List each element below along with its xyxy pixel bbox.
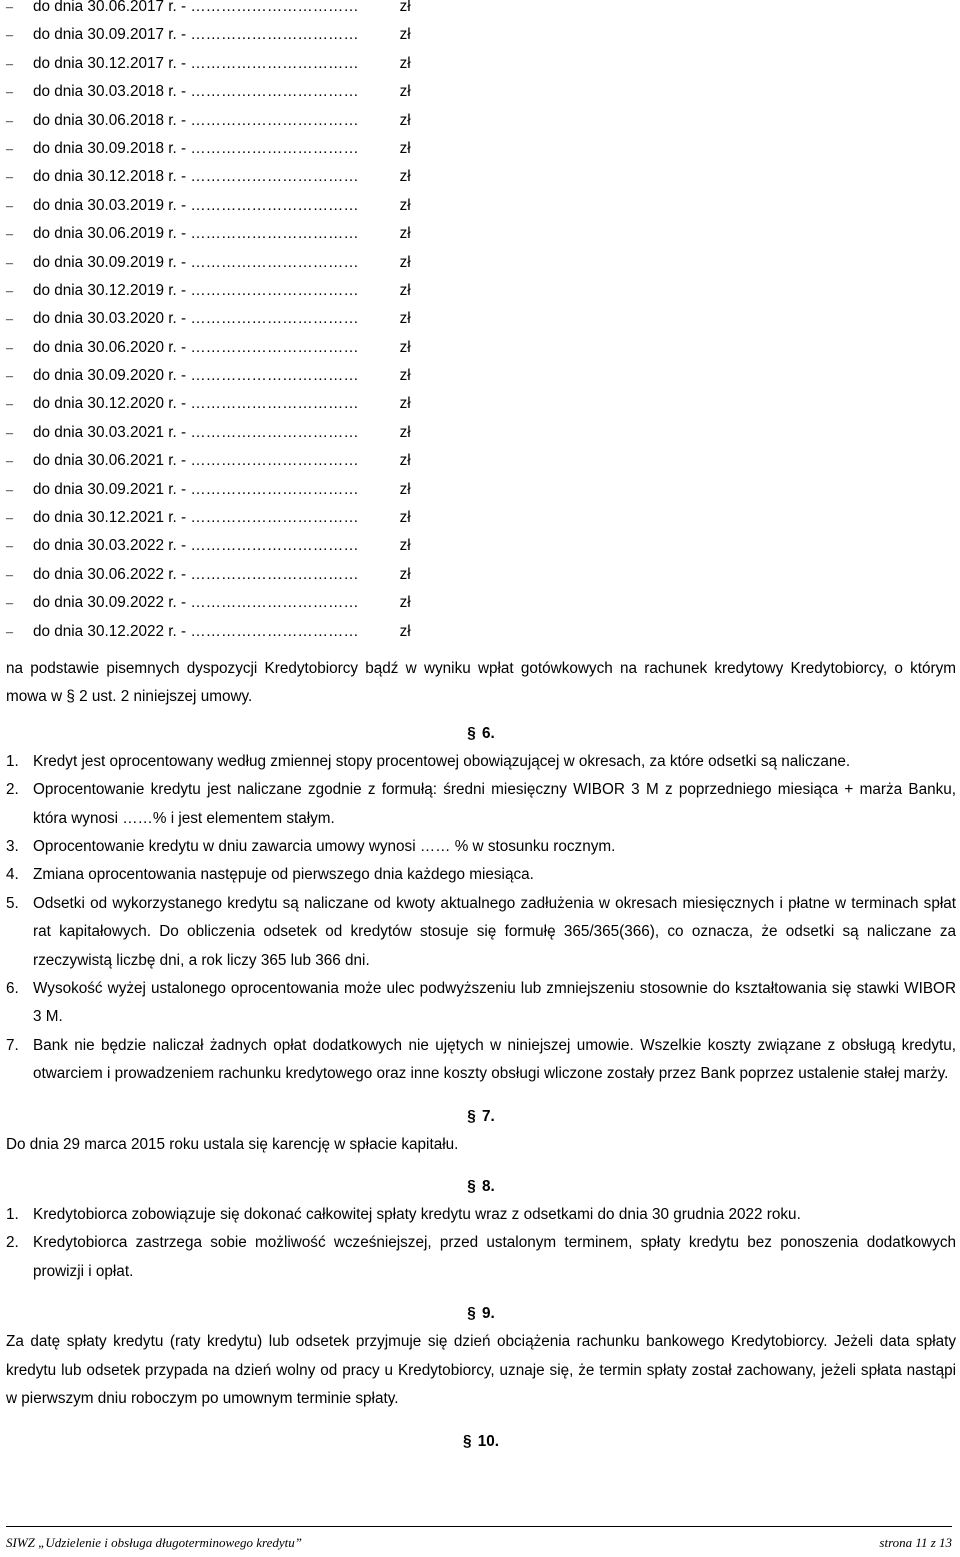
currency-unit: zł — [399, 26, 411, 44]
section-number: 9. — [482, 1305, 495, 1323]
section-6-list — [6, 748, 956, 1089]
schedule-item — [6, 338, 956, 369]
section-number: 8. — [482, 1178, 495, 1196]
amount-placeholder: …………………………… — [190, 283, 359, 297]
schedule-date: do dnia 30.06.2019 r. - — [33, 225, 187, 243]
document-page — [6, 0, 956, 1456]
currency-unit: zł — [399, 338, 411, 356]
clause-number: 1. — [6, 1206, 19, 1224]
page-footer — [6, 1526, 952, 1551]
schedule-date: do dnia 30.12.2021 r. - — [33, 509, 187, 527]
schedule-item — [6, 139, 956, 170]
section-6-heading — [6, 720, 956, 748]
currency-unit: zł — [399, 83, 411, 101]
currency-unit: zł — [399, 225, 411, 243]
clause-number: 1. — [6, 752, 19, 770]
amount-placeholder: …………………………… — [190, 56, 359, 70]
currency-unit: zł — [399, 480, 411, 498]
dash-bullet: – — [6, 340, 13, 356]
currency-unit: zł — [399, 367, 411, 385]
amount-placeholder: …………………………… — [190, 369, 359, 383]
schedule-date: do dnia 30.12.2022 r. - — [33, 622, 187, 640]
currency-unit: zł — [399, 594, 411, 612]
schedule-item — [6, 0, 956, 28]
dash-bullet: – — [6, 141, 13, 157]
clause-number: 7. — [6, 1036, 19, 1054]
schedule-item — [6, 423, 956, 454]
schedule-date: do dnia 30.09.2017 r. - — [33, 26, 187, 44]
dash-bullet: – — [6, 539, 13, 555]
clause-item — [6, 975, 956, 1032]
schedule-item — [6, 85, 956, 113]
dash-bullet: – — [6, 170, 13, 186]
schedule-item — [6, 539, 956, 567]
amount-placeholder: …………………………… — [190, 567, 359, 581]
clause-number: 2. — [6, 781, 19, 799]
section-7-heading — [6, 1103, 956, 1131]
dash-bullet: – — [6, 113, 13, 129]
footer-document-title: SIWZ „Udzielenie i obsługa długoterminowego kredytu” — [6, 1535, 302, 1550]
schedule-item — [6, 196, 956, 227]
section-7-text: Do dnia 29 marca 2015 roku ustala się karencję w spłacie kapitału. — [6, 1135, 459, 1153]
clause-number: 4. — [6, 866, 19, 884]
currency-unit: zł — [399, 310, 411, 328]
currency-unit: zł — [399, 509, 411, 527]
clause-text: Bank nie będzie naliczał żadnych opłat dodatkowych nie ujętych w niniejszej umowie. Wszelkie koszty związane z obsługą kredytu, otwarciem i prowadzeniem rachunku kredytowego oraz inne koszty obsługi wliczone zostały przez Bank poprzez ustalenie stałej marży. — [33, 1036, 956, 1083]
schedule-date: do dnia 30.06.2020 r. - — [33, 338, 187, 356]
amount-placeholder: …………………………… — [190, 397, 359, 411]
amount-placeholder: …………………………… — [190, 255, 359, 269]
dash-bullet: – — [6, 227, 13, 243]
dash-bullet: – — [6, 624, 13, 640]
schedule-item — [6, 622, 956, 653]
schedule-date: do dnia 30.09.2021 r. - — [33, 480, 187, 498]
dash-bullet: – — [6, 283, 13, 299]
amount-placeholder: …………………………… — [190, 227, 359, 241]
schedule-closing-paragraph: na podstawie pisemnych dyspozycji Kredytobiorcy bądź w wyniku wpłat gotówkowych na rachunek kredytowy Kredytobiorcy, o którym mowa w § 2 ust. 2 niniejszej umowy. — [6, 659, 956, 706]
section-sign: § — [467, 1305, 476, 1323]
repayment-schedule — [6, 0, 956, 653]
amount-placeholder: …………………………… — [190, 312, 359, 326]
clause-text: Oprocentowanie kredytu jest naliczane zgodnie z formułą: średni miesięczny WIBOR 3 M z poprzedniego miesiąca + marża Banku, która wynosi ……% i jest elementem stałym. — [33, 781, 956, 827]
section-9-text: Za datę spłaty kredytu (raty kredytu) lub odsetek przyjmuje się dzień obciążenia rachunku bankowego Kredytobiorcy. Jeżeli data spłaty kredytu lub odsetek przypada na dzień wolny od pracy u Kredytobiorcy, uznaje się, że termin spłaty został zachowany, jeżeli spłata nastąpi w pierwszym dniu roboczym po umownym terminie spłaty. — [6, 1333, 956, 1408]
currency-unit: zł — [399, 395, 411, 413]
clause-text: Wysokość wyżej ustalonego oprocentowania może ulec podwyższeniu lub zmniejszeniu stosownie do kształtowania się stawki WIBOR 3 M. — [33, 980, 956, 1026]
schedule-item — [6, 596, 956, 624]
amount-placeholder: …………………………… — [190, 624, 359, 638]
dash-bullet: – — [6, 397, 13, 413]
amount-placeholder: …………………………… — [190, 340, 359, 354]
amount-placeholder: …………………………… — [190, 511, 359, 525]
clause-item — [6, 890, 956, 975]
schedule-date: do dnia 30.03.2020 r. - — [33, 310, 187, 328]
schedule-item — [6, 227, 956, 255]
clause-text: Kredyt jest oprocentowany według zmiennej stopy procentowej obowiązującej w okresach, za które odsetki są naliczane. — [33, 752, 851, 770]
amount-placeholder: …………………………… — [190, 198, 359, 212]
amount-placeholder: …………………………… — [190, 141, 359, 155]
dash-bullet: – — [6, 454, 13, 470]
clause-number: 6. — [6, 980, 19, 998]
dash-bullet: – — [6, 511, 13, 527]
amount-placeholder: …………………………… — [190, 113, 359, 127]
dash-bullet: – — [6, 28, 13, 44]
clause-item — [6, 776, 956, 833]
section-number: 6. — [482, 724, 495, 742]
clause-item — [6, 1229, 956, 1286]
schedule-item — [6, 28, 956, 56]
schedule-date: do dnia 30.03.2021 r. - — [33, 423, 187, 441]
schedule-item — [6, 170, 956, 198]
dash-bullet: – — [6, 198, 13, 214]
schedule-date: do dnia 30.12.2020 r. - — [33, 395, 187, 413]
currency-unit: zł — [399, 168, 411, 186]
clause-number: 5. — [6, 894, 19, 912]
currency-unit: zł — [399, 54, 411, 72]
clause-text: Kredytobiorca zobowiązuje się dokonać całkowitej spłaty kredytu wraz z odsetkami do dnia 30 grudnia 2022 roku. — [33, 1206, 801, 1224]
dash-bullet: – — [6, 255, 13, 271]
amount-placeholder: …………………………… — [190, 170, 359, 184]
schedule-date: do dnia 30.03.2022 r. - — [33, 537, 187, 555]
schedule-item — [6, 111, 956, 142]
schedule-date: do dnia 30.12.2019 r. - — [33, 281, 187, 299]
section-8-heading — [6, 1173, 956, 1201]
currency-unit: zł — [399, 423, 411, 441]
schedule-date: do dnia 30.03.2018 r. - — [33, 83, 187, 101]
schedule-item — [6, 565, 956, 596]
currency-unit: zł — [399, 253, 411, 271]
schedule-item — [6, 397, 956, 425]
amount-placeholder: …………………………… — [190, 425, 359, 439]
amount-placeholder: …………………………… — [190, 596, 359, 610]
schedule-item — [6, 454, 956, 482]
clause-text: Zmiana oprocentowania następuje od pierwszego dnia każdego miesiąca. — [33, 866, 534, 884]
currency-unit: zł — [399, 0, 411, 15]
currency-unit: zł — [399, 622, 411, 640]
currency-unit: zł — [399, 281, 411, 299]
schedule-date: do dnia 30.09.2022 r. - — [33, 594, 187, 612]
section-number: 10. — [477, 1432, 500, 1450]
section-sign: § — [467, 1178, 476, 1196]
dash-bullet: – — [6, 596, 13, 612]
clause-item — [6, 1201, 956, 1229]
section-number: 7. — [482, 1107, 495, 1125]
clause-item — [6, 833, 956, 861]
schedule-date: do dnia 30.06.2018 r. - — [33, 111, 187, 129]
dash-bullet: – — [6, 425, 13, 441]
section-sign: § — [467, 724, 476, 742]
currency-unit: zł — [399, 452, 411, 470]
dash-bullet: – — [6, 85, 13, 101]
currency-unit: zł — [399, 537, 411, 555]
schedule-date: do dnia 30.06.2017 r. - — [33, 0, 187, 15]
dash-bullet: – — [6, 567, 13, 583]
amount-placeholder: …………………………… — [190, 482, 359, 496]
dash-bullet: – — [6, 56, 13, 72]
schedule-date: do dnia 30.09.2019 r. - — [33, 253, 187, 271]
clause-text: Odsetki od wykorzystanego kredytu są naliczane od kwoty aktualnego zadłużenia w okresach miesięcznych i płatne w terminach spłat rat kapitałowych. Do obliczenia odsetek od kredytów stosuje się formułę 365/365(366), co oznacza, że odsetki są naliczane za rzeczywistą liczbę dni, a rok liczy 365 lub 366 dni. — [33, 894, 956, 969]
schedule-item — [6, 480, 956, 511]
schedule-item — [6, 253, 956, 284]
amount-placeholder: …………………………… — [190, 28, 359, 42]
schedule-date: do dnia 30.03.2019 r. - — [33, 196, 187, 214]
clause-text: Kredytobiorca zastrzega sobie możliwość wcześniejszej, przed ustalonym terminem, spłaty kredytu bez ponoszenia dodatkowych prowizji i opłat. — [33, 1234, 956, 1280]
clause-item — [6, 861, 956, 889]
schedule-date: do dnia 30.09.2020 r. - — [33, 367, 187, 385]
clause-number: 2. — [6, 1234, 19, 1252]
clause-text: Oprocentowanie kredytu w dniu zawarcia umowy wynosi …… % w stosunku rocznym. — [33, 838, 616, 856]
schedule-date: do dnia 30.06.2022 r. - — [33, 565, 187, 583]
schedule-date: do dnia 30.06.2021 r. - — [33, 452, 187, 470]
dash-bullet: – — [6, 312, 13, 328]
amount-placeholder: …………………………… — [190, 0, 359, 13]
amount-placeholder: …………………………… — [190, 85, 359, 99]
clause-number: 3. — [6, 838, 19, 856]
clause-item — [6, 1032, 956, 1089]
section-sign: § — [462, 1432, 472, 1450]
schedule-date: do dnia 30.09.2018 r. - — [33, 139, 187, 157]
schedule-item — [6, 511, 956, 539]
currency-unit: zł — [399, 139, 411, 157]
schedule-item — [6, 312, 956, 340]
currency-unit: zł — [399, 565, 411, 583]
schedule-item — [6, 54, 956, 85]
clause-item — [6, 748, 956, 776]
dash-bullet: – — [6, 0, 13, 15]
section-10-heading — [6, 1428, 956, 1456]
amount-placeholder: …………………………… — [190, 454, 359, 468]
section-sign: § — [467, 1107, 476, 1125]
amount-placeholder: …………………………… — [190, 539, 359, 553]
schedule-item — [6, 369, 956, 397]
schedule-date: do dnia 30.12.2017 r. - — [33, 54, 187, 72]
dash-bullet: – — [6, 482, 13, 498]
footer-page-number: strona 11 z 13 — [879, 1535, 952, 1550]
section-8-list — [6, 1201, 956, 1286]
section-9-heading — [6, 1300, 956, 1328]
schedule-date: do dnia 30.12.2018 r. - — [33, 168, 187, 186]
dash-bullet: – — [6, 369, 13, 385]
currency-unit: zł — [399, 111, 411, 129]
currency-unit: zł — [399, 196, 411, 214]
schedule-item — [6, 281, 956, 312]
